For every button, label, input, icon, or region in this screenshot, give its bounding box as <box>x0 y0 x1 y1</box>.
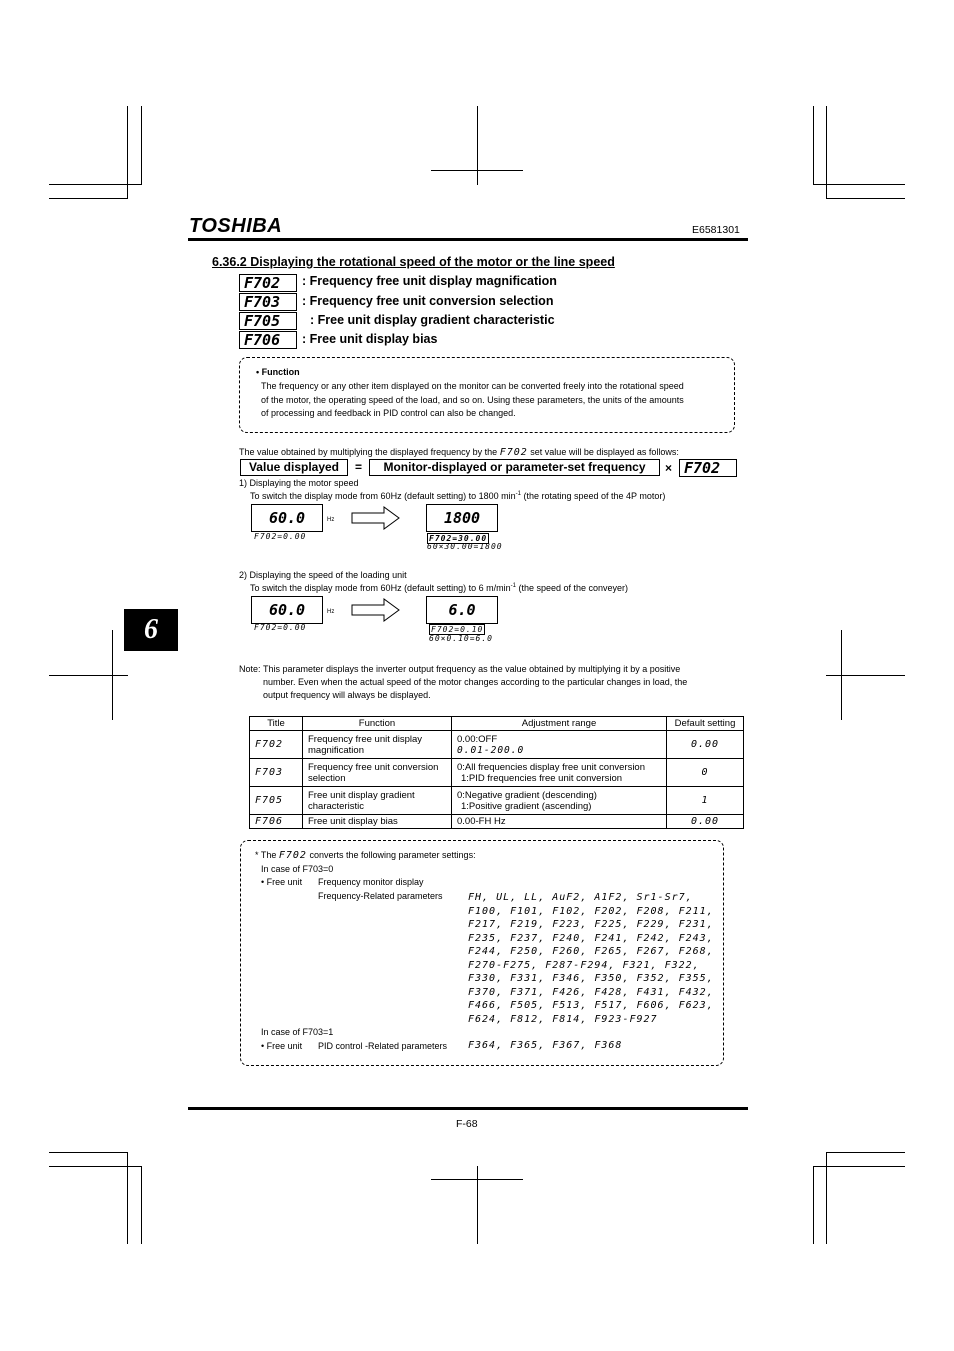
table-cell-range <box>452 787 667 815</box>
example2-text-sup: -1 <box>510 583 516 589</box>
example1-text-sup: -1 <box>515 491 521 497</box>
crop-mark <box>826 1152 905 1153</box>
table-cell-title: F702 <box>250 731 303 759</box>
example2-heading: 2) Displaying the speed of the loading unit <box>239 570 407 580</box>
pid-related-label: PID control -Related parameters <box>318 1041 448 1051</box>
table-cell-range <box>452 759 667 787</box>
note-line: number. Even when the actual speed of the motor changes according to the particular changes in load, the <box>263 677 688 687</box>
freq-monitor-label: Frequency monitor display <box>318 877 424 887</box>
table-cell-function <box>303 787 452 815</box>
crop-mark <box>127 1152 128 1244</box>
display-before: 60.0 <box>251 504 323 532</box>
table-row <box>250 759 744 787</box>
param-label: : Frequency free unit display magnification <box>302 274 557 288</box>
crop-mark <box>826 198 905 199</box>
display-before: 60.0 <box>251 596 323 624</box>
table-row <box>250 787 744 815</box>
param-list-line: F370, F371, F426, F428, F431, F432, <box>468 986 714 998</box>
footnote-intro-code: F702 <box>278 850 307 861</box>
table-cell-function <box>303 731 452 759</box>
table-header: Title <box>250 717 303 731</box>
free-unit-label: • Free unit <box>261 877 303 887</box>
function-line: of the motor, the operating speed of the load, and so on. Using these parameters, the units of the amounts <box>261 395 684 405</box>
brand-logo: TOSHIBA <box>189 215 283 237</box>
pid-param-list: F364, F365, F367, F368 <box>468 1040 623 1051</box>
case-label: In case of F703=1 <box>261 1027 334 1037</box>
chapter-number: 6 <box>144 614 158 645</box>
param-list-line: F624, F812, F814, F923-F927 <box>468 1013 658 1025</box>
formula-intro-post: set value will be displayed as follows: <box>530 447 679 457</box>
crop-mark <box>477 1166 478 1244</box>
function-line: of processing and feedback in PID control can also be changed. <box>261 408 516 418</box>
header-rule <box>188 238 748 241</box>
table-header: Adjustment range <box>452 717 667 731</box>
param-code-box: F705 <box>239 312 297 330</box>
parameter-table <box>249 716 744 829</box>
param-code-box: F706 <box>239 331 297 349</box>
table-header: Function <box>303 717 452 731</box>
crop-mark <box>127 106 128 198</box>
footnote-intro-post: converts the following parameter settings: <box>309 850 476 860</box>
param-list-line: FH, UL, LL, AuF2, A1F2, Sr1-Sr7, <box>468 892 693 903</box>
table-header-row <box>250 717 744 731</box>
note-line: This parameter displays the inverter output frequency as the value obtained by multiplying it by a positive <box>263 664 681 674</box>
crop-mark <box>813 106 814 185</box>
param-code-box: F702 <box>239 274 297 292</box>
doc-id: E6581301 <box>692 224 740 236</box>
crop-mark <box>813 1166 814 1244</box>
crop-mark <box>841 630 842 720</box>
footnote-intro <box>255 850 476 861</box>
to-note: 60×30.00=1800 <box>427 542 503 551</box>
from-note: F702=0.00 <box>254 532 307 541</box>
param-list-line: F217, F219, F223, F225, F229, F231, <box>468 919 714 930</box>
table-cell-range: 0.00-FH Hz <box>452 815 667 829</box>
chapter-tab <box>124 609 178 651</box>
table-row <box>250 815 744 829</box>
example2-text <box>250 583 628 593</box>
crop-mark <box>826 675 905 676</box>
table-header: Default setting <box>667 717 744 731</box>
function-line: The frequency or any other item displayed on the monitor can be converted freely into the rotational speed <box>261 381 684 391</box>
section-title: 6.36.2 Displaying the rotational speed of the motor or the line speed <box>212 255 615 269</box>
formula-times: × <box>665 461 673 475</box>
example1-heading: 1) Displaying the motor speed <box>239 478 359 488</box>
example2-text-pre: To switch the display mode from 60Hz (default setting) to 6 m/min <box>250 583 511 593</box>
function-line: Frequency free unit display <box>308 733 423 745</box>
page-number: F-68 <box>456 1118 478 1130</box>
table-row <box>250 731 744 759</box>
function-heading: • Function <box>256 367 300 377</box>
arrow-right-icon <box>351 506 401 530</box>
crop-mark <box>141 1166 142 1244</box>
range-line: 0.01-200.0 <box>457 744 525 756</box>
free-unit-label: • Free unit <box>261 1041 303 1051</box>
range-line: 0:All frequencies display free unit conversion <box>457 761 645 773</box>
to-note-box: F702=0.10 <box>431 625 484 634</box>
range-line: 1:PID frequencies free unit conversion <box>461 772 623 784</box>
function-line: selection <box>308 772 346 784</box>
param-list-line: F244, F250, F260, F265, F267, F268, <box>468 946 714 957</box>
param-list-line: F270-F275, F287-F294, F321, F322, <box>468 959 700 971</box>
arrow-right-icon <box>351 598 401 622</box>
function-line: Free unit display gradient <box>308 789 415 801</box>
formula-code-box: F702 <box>679 459 737 477</box>
unit-hz: Hz <box>327 517 335 523</box>
param-list-line: F466, F505, F513, F517, F606, F623, <box>468 1000 714 1011</box>
range-line: 1:Positive gradient (ascending) <box>461 800 592 812</box>
table-cell-title: F705 <box>250 787 303 815</box>
formula-intro-code: F702 <box>499 447 528 458</box>
example1-text <box>250 491 665 501</box>
formula-lhs: Value displayed <box>240 459 348 476</box>
footer-rule <box>188 1107 748 1110</box>
function-line: characteristic <box>308 800 364 812</box>
crop-mark <box>141 106 142 185</box>
case-label: In case of F703=0 <box>261 864 334 874</box>
example1-text-pre: To switch the display mode from 60Hz (default setting) to 1800 min <box>250 491 516 501</box>
table-cell-title: F706 <box>250 815 303 829</box>
param-label: : Free unit display gradient characteristic <box>310 313 555 327</box>
crop-mark <box>49 675 128 676</box>
footnote-intro-pre: * The <box>255 850 277 860</box>
display-after: 1800 <box>426 504 498 532</box>
param-label: : Free unit display bias <box>302 332 438 346</box>
formula-intro <box>239 447 679 458</box>
formula-intro-pre: The value obtained by multiplying the displayed frequency by the <box>239 447 498 457</box>
freq-related-label: Frequency-Related parameters <box>318 891 443 901</box>
formula-rhs: Monitor-displayed or parameter-set frequency <box>369 459 660 476</box>
crop-mark <box>477 106 478 185</box>
freq-param-list <box>468 891 714 1026</box>
note-label: Note: <box>239 664 261 674</box>
table-cell-default: 0.00 <box>667 731 744 759</box>
from-note: F702=0.00 <box>254 623 307 632</box>
param-label: : Frequency free unit conversion selection <box>302 294 554 308</box>
crop-mark <box>49 1152 128 1153</box>
crop-mark <box>112 630 113 720</box>
table-cell-default: 0 <box>667 759 744 787</box>
to-note-box: F702=30.00 <box>429 534 488 543</box>
param-list-line: F330, F331, F346, F350, F352, F355, <box>468 973 714 984</box>
crop-mark <box>49 198 128 199</box>
note-line: output frequency will always be displayed. <box>263 690 431 700</box>
table-cell-function <box>303 759 452 787</box>
param-list-line: F235, F237, F240, F241, F242, F243, <box>468 932 714 944</box>
table-cell-default: 1 <box>667 787 744 815</box>
table-cell-default: 0.00 <box>667 815 744 829</box>
range-line: 0:Negative gradient (descending) <box>457 789 597 801</box>
function-line: Frequency free unit conversion <box>308 761 439 773</box>
function-line: magnification <box>308 744 364 756</box>
example2-text-post: (the speed of the conveyer) <box>515 583 629 593</box>
table-cell-title: F703 <box>250 759 303 787</box>
table-cell-function: Free unit display bias <box>303 815 452 829</box>
example1-text-post: (the rotating speed of the 4P motor) <box>520 491 666 501</box>
formula-eq: = <box>355 460 363 474</box>
table-cell-range <box>452 731 667 759</box>
param-code-box: F703 <box>239 293 297 311</box>
unit-hz: Hz <box>327 609 335 615</box>
param-list-line: F100, F101, F102, F202, F208, F211, <box>468 905 714 917</box>
crop-mark <box>826 106 827 198</box>
to-note: 60×0.10=6.0 <box>429 634 493 643</box>
crop-mark <box>826 1152 827 1244</box>
display-after: 6.0 <box>426 596 498 624</box>
range-line: 0.00:OFF <box>457 733 498 745</box>
